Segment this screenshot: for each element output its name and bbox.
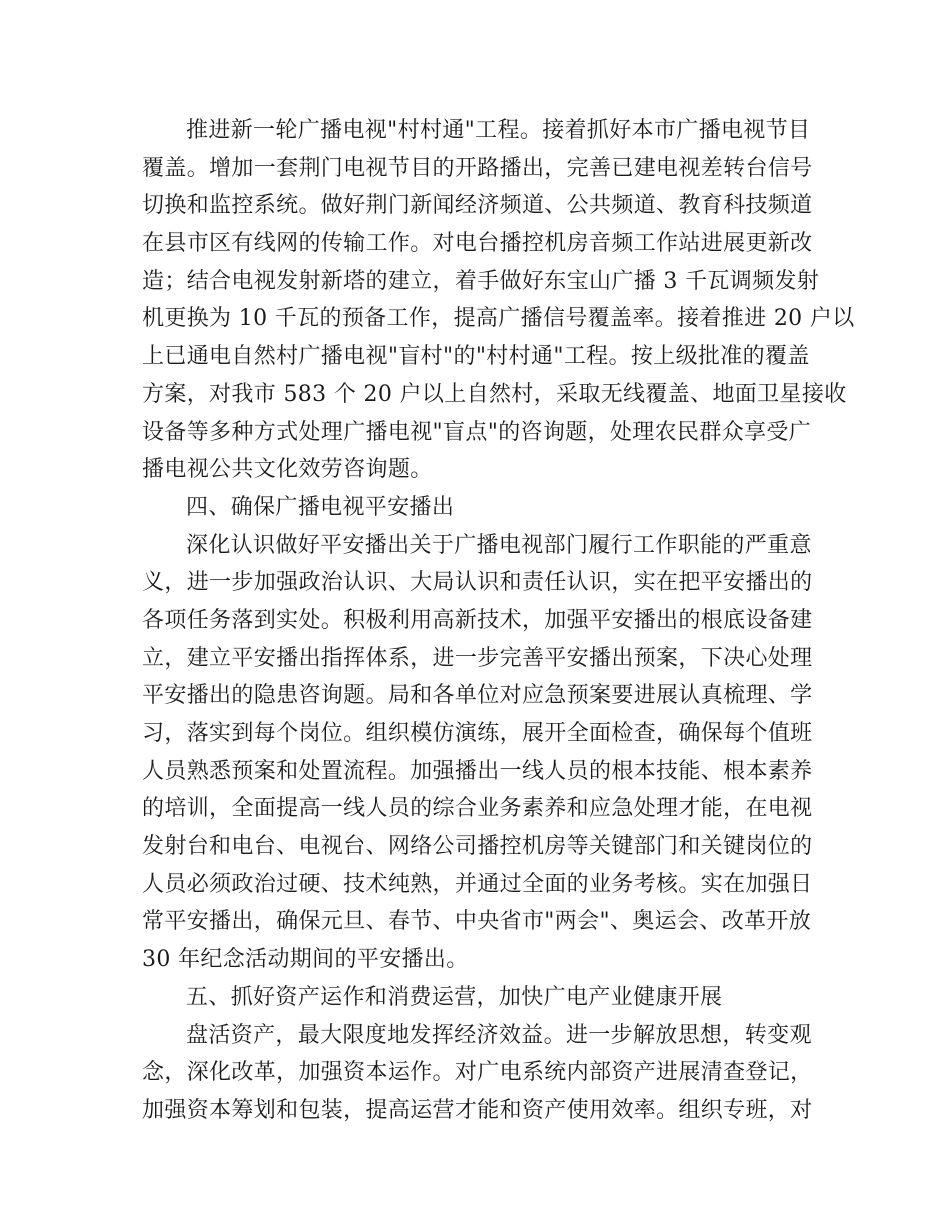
paragraph-line: 在县市区有线网的传输工作。对电台播控机房音频工作站进展更新改 xyxy=(142,231,813,257)
paragraph-line: 机更换为 10 千瓦的预备工作，提高广播信号覆盖率。接着推进 20 户以 xyxy=(142,306,855,332)
paragraph-first-line: 四、确保广播电视平安播出 xyxy=(186,494,455,520)
paragraph-line: 人员熟悉预案和处置流程。加强播出一线人员的根本技能、根本素养 xyxy=(142,758,813,784)
paragraph-line: 人员必须政治过硬、技术纯熟，并通过全面的业务考核。实在加强日 xyxy=(142,871,813,897)
paragraph-line: 的培训，全面提高一线人员的综合业务素养和应急处理才能，在电视 xyxy=(142,796,813,822)
paragraph-line: 义，进一步加强政治认识、大局认识和责任认识，实在把平安播出的 xyxy=(142,570,813,596)
paragraph-line: 切换和监控系统。做好荆门新闻经济频道、公共频道、教育科技频道 xyxy=(142,193,813,219)
paragraph-line: 平安播出的隐患咨询题。局和各单位对应急预案要进展认真梳理、学 xyxy=(142,683,813,709)
paragraph-line: 上已通电自然村广播电视"盲村"的"村村通"工程。按上级批准的覆盖 xyxy=(142,344,810,370)
paragraph-line: 播电视公共文化效劳咨询题。 xyxy=(142,457,433,483)
paragraph-line: 造；结合电视发射新塔的建立，着手做好东宝山广播 3 千瓦调频发射 xyxy=(142,268,820,294)
paragraph-line: 念，深化改革，加强资本运作。对广电系统内部资产进展清查登记， xyxy=(142,1060,813,1086)
paragraph-line: 覆盖。增加一套荆门电视节目的开路播出，完善已建电视差转台信号 xyxy=(142,155,813,181)
document-body xyxy=(142,112,855,1130)
paragraph-line: 习，落实到每个岗位。组织模仿演练，展开全面检查，确保每个值班 xyxy=(142,721,813,746)
paragraph-first-line: 五、抓好资产运作和消费运营，加快广电产业健康开展 xyxy=(186,984,723,1010)
paragraph-line: 发射台和电台、电视台、网络公司播控机房等关键部门和关键岗位的 xyxy=(142,834,813,860)
paragraph-line: 加强资本筹划和包装，提高运营才能和资产使用效率。组织专班，对 xyxy=(142,1097,813,1123)
paragraph-first-line: 推进新一轮广播电视"村村通"工程。接着抓好本市广播电视节目 xyxy=(186,118,811,143)
paragraph-line: 立，建立平安播出指挥体系，进一步完善平安播出预案，下决心处理 xyxy=(142,645,813,671)
paragraph-line: 常平安播出，确保元旦、春节、中央省市"两会"、奥运会、改革开放 xyxy=(142,909,812,935)
paragraph-first-line: 盘活资产，最大限度地发挥经济效益。进一步解放思想，转变观 xyxy=(186,1022,812,1048)
paragraph-line: 方案，对我市 583 个 20 户以上自然村，采取无线覆盖、地面卫星接收 xyxy=(142,381,847,407)
paragraph-first-line: 深化认识做好平安播出关于广播电视部门履行工作职能的严重意 xyxy=(186,532,812,558)
paragraph-line: 30 年纪念活动期间的平安播出。 xyxy=(142,947,469,973)
paragraph-line: 设备等多种方式处理广播电视"盲点"的咨询题，处理农民群众享受广 xyxy=(142,419,812,445)
paragraph-line: 各项任务落到实处。积极利用高新技术，加强平安播出的根底设备建 xyxy=(142,607,813,633)
